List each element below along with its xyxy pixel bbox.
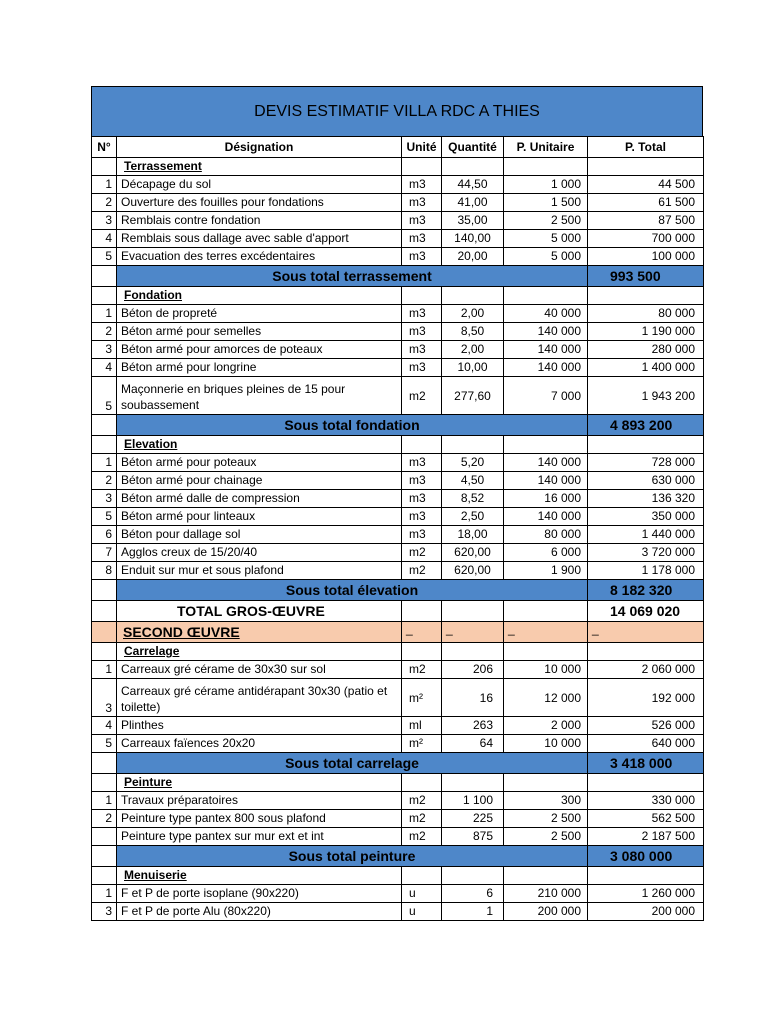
row-number: 2 <box>92 810 117 828</box>
row-quantity: 263 <box>442 717 504 735</box>
row-total-price: 562 500 <box>588 810 704 828</box>
total-price-cell <box>588 643 704 661</box>
row-quantity: 2,00 <box>442 305 504 323</box>
row-total-price: 350 000 <box>588 508 704 526</box>
section-title-cell <box>117 287 402 305</box>
row-designation: Travaux préparatoires <box>117 792 402 810</box>
row-total-price: 200 000 <box>588 903 704 921</box>
subtotal-value: 993 500 <box>588 266 704 287</box>
table-row <box>92 230 704 248</box>
section-title-cell <box>117 774 402 792</box>
row-number: 4 <box>92 717 117 735</box>
row-unit: u <box>402 885 442 903</box>
row-number: 5 <box>92 377 117 415</box>
row-quantity: 64 <box>442 735 504 753</box>
row-unit: m3 <box>402 230 442 248</box>
subtotal-value: 3 080 000 <box>588 846 704 867</box>
row-number: 3 <box>92 341 117 359</box>
row-unit-price: 300 <box>504 792 588 810</box>
row-unit: m3 <box>402 454 442 472</box>
row-number-cell <box>92 774 117 792</box>
row-number: 3 <box>92 903 117 921</box>
row-unit: m2 <box>402 661 442 679</box>
subtotal-label: Sous total terrassement <box>117 266 588 287</box>
header-unit: Unité <box>402 137 442 158</box>
total-price-cell <box>588 436 704 454</box>
row-unit-price: 140 000 <box>504 323 588 341</box>
row-quantity: 1 100 <box>442 792 504 810</box>
row-quantity: 18,00 <box>442 526 504 544</box>
section-title-terrassement: Terrassement <box>124 159 202 173</box>
table-row <box>92 341 704 359</box>
row-unit-price: 16 000 <box>504 490 588 508</box>
row-unit: m3 <box>402 359 442 377</box>
row-number: 3 <box>92 490 117 508</box>
unit-cell <box>402 867 442 885</box>
row-total-price: 1 440 000 <box>588 526 704 544</box>
row-unit: m2 <box>402 562 442 580</box>
row-total-price: 640 000 <box>588 735 704 753</box>
row-designation: Carreaux gré cérame antidérapant 30x30 (patio et toilette) <box>117 679 402 717</box>
header-designation: Désignation <box>117 137 402 158</box>
title-text: DEVIS ESTIMATIF VILLA RDC A THIES <box>254 102 540 120</box>
row-total-price: 280 000 <box>588 341 704 359</box>
row-number: 2 <box>92 194 117 212</box>
row-number: 1 <box>92 661 117 679</box>
row-total-price: 1 190 000 <box>588 323 704 341</box>
row-number-cell <box>92 436 117 454</box>
row-quantity: 4,50 <box>442 472 504 490</box>
row-unit: m3 <box>402 323 442 341</box>
row-unit: m3 <box>402 305 442 323</box>
table-row <box>92 903 704 921</box>
row-number-cell <box>92 753 117 774</box>
row-quantity: 140,00 <box>442 230 504 248</box>
second-oeuvre-label: SECOND ŒUVRE <box>117 622 402 643</box>
row-unit-price: 140 000 <box>504 359 588 377</box>
row-total-price: 61 500 <box>588 194 704 212</box>
unit-price-cell <box>504 774 588 792</box>
table-row <box>92 526 704 544</box>
unit-cell <box>402 287 442 305</box>
unit-price-cell <box>504 643 588 661</box>
table-row <box>92 212 704 230</box>
row-number: 1 <box>92 454 117 472</box>
row-unit: m² <box>402 679 442 717</box>
row-unit-price: 1 900 <box>504 562 588 580</box>
quantity-cell <box>442 287 504 305</box>
row-quantity: 5,20 <box>442 454 504 472</box>
row-quantity: 20,00 <box>442 248 504 266</box>
row-unit-price: 140 000 <box>504 454 588 472</box>
quantity-cell <box>442 601 504 622</box>
row-number: 7 <box>92 544 117 562</box>
row-unit: u <box>402 903 442 921</box>
row-number: 4 <box>92 230 117 248</box>
row-number-cell <box>92 643 117 661</box>
row-total-price: 100 000 <box>588 248 704 266</box>
row-unit-price: 2 500 <box>504 828 588 846</box>
subtotal-label: Sous total carrelage <box>117 753 588 774</box>
row-unit: m3 <box>402 212 442 230</box>
unit-cell <box>402 774 442 792</box>
row-designation: Agglos creux de 15/20/40 <box>117 544 402 562</box>
unit-price-cell <box>504 601 588 622</box>
unit-cell <box>402 601 442 622</box>
row-total-price: 3 720 000 <box>588 544 704 562</box>
row-designation: Ouverture des fouilles pour fondations <box>117 194 402 212</box>
row-designation: Béton de propreté <box>117 305 402 323</box>
unit-cell <box>402 436 442 454</box>
row-total-price: 192 000 <box>588 679 704 717</box>
quantity-cell <box>442 436 504 454</box>
gros-oeuvre-total-row <box>92 601 704 622</box>
row-designation: Décapage du sol <box>117 176 402 194</box>
table-row <box>92 885 704 903</box>
row-number-cell <box>92 846 117 867</box>
subtotal-row <box>92 753 704 774</box>
row-designation: Béton armé pour semelles <box>117 323 402 341</box>
subtotal-row <box>92 580 704 601</box>
row-total-price: 630 000 <box>588 472 704 490</box>
table-row <box>92 810 704 828</box>
table-row <box>92 472 704 490</box>
row-quantity: 44,50 <box>442 176 504 194</box>
row-unit-price: 140 000 <box>504 341 588 359</box>
subtotal-label: Sous total fondation <box>117 415 588 436</box>
row-total-price: 44 500 <box>588 176 704 194</box>
row-designation: Remblais sous dallage avec sable d'apport <box>117 230 402 248</box>
row-number-cell <box>92 867 117 885</box>
row-designation: Béton armé pour longrine <box>117 359 402 377</box>
row-number: 1 <box>92 305 117 323</box>
row-designation: Plinthes <box>117 717 402 735</box>
section-header-row <box>92 643 704 661</box>
row-quantity: 8,50 <box>442 323 504 341</box>
table-row <box>92 454 704 472</box>
table-row <box>92 828 704 846</box>
row-quantity: 35,00 <box>442 212 504 230</box>
unit-price-cell <box>504 287 588 305</box>
row-number-cell <box>92 287 117 305</box>
row-designation: Evacuation des terres excédentaires <box>117 248 402 266</box>
row-unit-price: 140 000 <box>504 508 588 526</box>
subtotal-row <box>92 415 704 436</box>
row-total-price: 2 060 000 <box>588 661 704 679</box>
section-header-row <box>92 158 704 176</box>
row-quantity: 6 <box>442 885 504 903</box>
row-designation: Béton armé pour amorces de poteaux <box>117 341 402 359</box>
row-unit: m3 <box>402 490 442 508</box>
row-number <box>92 828 117 846</box>
row-total-price: 728 000 <box>588 454 704 472</box>
section-title-elevation: Elevation <box>124 437 178 451</box>
row-unit-price: 7 000 <box>504 377 588 415</box>
quantity-cell <box>442 867 504 885</box>
row-number: 6 <box>92 526 117 544</box>
subtotal-value: 8 182 320 <box>588 580 704 601</box>
row-quantity: 41,00 <box>442 194 504 212</box>
dash-cell: _ <box>504 622 588 643</box>
section-title-fondation: Fondation <box>124 288 182 302</box>
row-designation: Peinture type pantex sur mur ext et int <box>117 828 402 846</box>
section-title-carrelage: Carrelage <box>124 644 180 658</box>
row-unit-price: 10 000 <box>504 661 588 679</box>
row-total-price: 700 000 <box>588 230 704 248</box>
table-row <box>92 544 704 562</box>
row-total-price: 1 260 000 <box>588 885 704 903</box>
row-unit-price: 140 000 <box>504 472 588 490</box>
row-number-cell <box>92 266 117 287</box>
unit-cell <box>402 643 442 661</box>
gros-oeuvre-total: 14 069 020 <box>588 601 704 622</box>
row-number: 3 <box>92 212 117 230</box>
table-row <box>92 194 704 212</box>
section-header-row <box>92 867 704 885</box>
row-designation: Enduit sur mur et sous plafond <box>117 562 402 580</box>
section-title-menuiserie: Menuiserie <box>124 868 187 882</box>
row-unit: m3 <box>402 526 442 544</box>
row-number-cell <box>92 580 117 601</box>
row-quantity: 875 <box>442 828 504 846</box>
row-quantity: 620,00 <box>442 562 504 580</box>
subtotal-label: Sous total élevation <box>117 580 588 601</box>
row-unit: m² <box>402 735 442 753</box>
table-row <box>92 508 704 526</box>
estimate-table <box>91 136 704 921</box>
table-row <box>92 248 704 266</box>
row-unit: m2 <box>402 792 442 810</box>
header-number: N° <box>92 137 117 158</box>
row-unit: m2 <box>402 810 442 828</box>
row-number: 3 <box>92 679 117 717</box>
row-unit: m3 <box>402 194 442 212</box>
row-quantity: 620,00 <box>442 544 504 562</box>
table-row <box>92 717 704 735</box>
dash-cell: _ <box>442 622 504 643</box>
row-designation: Carreaux gré cérame de 30x30 sur sol <box>117 661 402 679</box>
table-row <box>92 562 704 580</box>
section-header-row <box>92 436 704 454</box>
subtotal-value: 4 893 200 <box>588 415 704 436</box>
row-number-cell <box>92 158 117 176</box>
section-title-peinture: Peinture <box>124 775 173 789</box>
row-designation: Carreaux faïences 20x20 <box>117 735 402 753</box>
row-unit: m2 <box>402 828 442 846</box>
header-total-price: P. Total <box>588 137 704 158</box>
table-row <box>92 359 704 377</box>
row-designation: Béton armé pour chainage <box>117 472 402 490</box>
table-row <box>92 305 704 323</box>
row-designation: Remblais contre fondation <box>117 212 402 230</box>
row-quantity: 1 <box>442 903 504 921</box>
row-unit-price: 10 000 <box>504 735 588 753</box>
row-quantity: 206 <box>442 661 504 679</box>
quantity-cell <box>442 643 504 661</box>
row-unit: m2 <box>402 377 442 415</box>
table-row <box>92 661 704 679</box>
row-number-cell <box>92 415 117 436</box>
row-unit-price: 6 000 <box>504 544 588 562</box>
table-row <box>92 323 704 341</box>
row-designation: Peinture type pantex 800 sous plafond <box>117 810 402 828</box>
row-unit-price: 2 500 <box>504 212 588 230</box>
row-number: 5 <box>92 248 117 266</box>
row-designation: F et P de porte Alu (80x220) <box>117 903 402 921</box>
row-unit-price: 210 000 <box>504 885 588 903</box>
section-title-cell <box>117 436 402 454</box>
row-unit-price: 1 500 <box>504 194 588 212</box>
section-title-cell <box>117 158 402 176</box>
row-number: 1 <box>92 792 117 810</box>
row-unit-price: 200 000 <box>504 903 588 921</box>
gros-oeuvre-label: TOTAL GROS-ŒUVRE <box>117 601 402 622</box>
row-total-price: 1 943 200 <box>588 377 704 415</box>
row-total-price: 80 000 <box>588 305 704 323</box>
row-number: 1 <box>92 176 117 194</box>
row-number: 4 <box>92 359 117 377</box>
subtotal-label: Sous total peinture <box>117 846 588 867</box>
row-unit: ml <box>402 717 442 735</box>
row-designation: F et P de porte isoplane (90x220) <box>117 885 402 903</box>
row-unit: m3 <box>402 472 442 490</box>
row-number: 5 <box>92 735 117 753</box>
unit-cell <box>402 158 442 176</box>
row-quantity: 10,00 <box>442 359 504 377</box>
table-row <box>92 490 704 508</box>
row-unit-price: 5 000 <box>504 248 588 266</box>
row-quantity: 277,60 <box>442 377 504 415</box>
quantity-cell <box>442 158 504 176</box>
row-unit-price: 2 000 <box>504 717 588 735</box>
row-unit: m3 <box>402 248 442 266</box>
subtotal-value: 3 418 000 <box>588 753 704 774</box>
subtotal-row <box>92 266 704 287</box>
row-number: 1 <box>92 885 117 903</box>
row-unit: m3 <box>402 176 442 194</box>
row-total-price: 330 000 <box>588 792 704 810</box>
row-unit-price: 5 000 <box>504 230 588 248</box>
row-quantity: 2,00 <box>442 341 504 359</box>
table-row <box>92 679 704 717</box>
row-unit-price: 80 000 <box>504 526 588 544</box>
row-total-price: 136 320 <box>588 490 704 508</box>
row-total-price: 2 187 500 <box>588 828 704 846</box>
row-unit: m2 <box>402 544 442 562</box>
unit-price-cell <box>504 867 588 885</box>
row-unit-price: 12 000 <box>504 679 588 717</box>
row-designation: Béton armé pour poteaux <box>117 454 402 472</box>
table-row <box>92 377 704 415</box>
row-quantity: 16 <box>442 679 504 717</box>
second-oeuvre-row <box>92 622 704 643</box>
document-title <box>91 86 703 136</box>
total-price-cell <box>588 158 704 176</box>
unit-price-cell <box>504 158 588 176</box>
row-total-price: 1 178 000 <box>588 562 704 580</box>
row-total-price: 526 000 <box>588 717 704 735</box>
row-number: 2 <box>92 472 117 490</box>
row-number: 8 <box>92 562 117 580</box>
row-unit-price: 2 500 <box>504 810 588 828</box>
estimate-sheet <box>91 86 703 921</box>
section-header-row <box>92 287 704 305</box>
row-designation: Béton armé dalle de compression <box>117 490 402 508</box>
section-title-cell <box>117 643 402 661</box>
row-designation: Maçonnerie en briques pleines de 15 pour soubassement <box>117 377 402 415</box>
row-designation: Béton pour dallage sol <box>117 526 402 544</box>
row-unit-price: 40 000 <box>504 305 588 323</box>
total-price-cell <box>588 867 704 885</box>
dash-cell: _ <box>402 622 442 643</box>
row-unit: m3 <box>402 508 442 526</box>
table-row <box>92 792 704 810</box>
row-number: 2 <box>92 323 117 341</box>
row-quantity: 2,50 <box>442 508 504 526</box>
header-row <box>92 137 704 158</box>
quantity-cell <box>442 774 504 792</box>
row-unit-price: 1 000 <box>504 176 588 194</box>
row-quantity: 8,52 <box>442 490 504 508</box>
row-number: 5 <box>92 508 117 526</box>
section-header-row <box>92 774 704 792</box>
row-number-cell <box>92 622 117 643</box>
table-row <box>92 176 704 194</box>
subtotal-row <box>92 846 704 867</box>
row-designation: Béton armé pour linteaux <box>117 508 402 526</box>
row-total-price: 1 400 000 <box>588 359 704 377</box>
total-price-cell <box>588 774 704 792</box>
row-unit: m3 <box>402 341 442 359</box>
row-total-price: 87 500 <box>588 212 704 230</box>
estimate-table-body <box>92 137 704 921</box>
unit-price-cell <box>504 436 588 454</box>
section-title-cell <box>117 867 402 885</box>
header-unit-price: P. Unitaire <box>504 137 588 158</box>
total-price-cell <box>588 287 704 305</box>
dash-cell: _ <box>588 622 704 643</box>
header-quantity: Quantité <box>442 137 504 158</box>
row-quantity: 225 <box>442 810 504 828</box>
row-number-cell <box>92 601 117 622</box>
table-row <box>92 735 704 753</box>
